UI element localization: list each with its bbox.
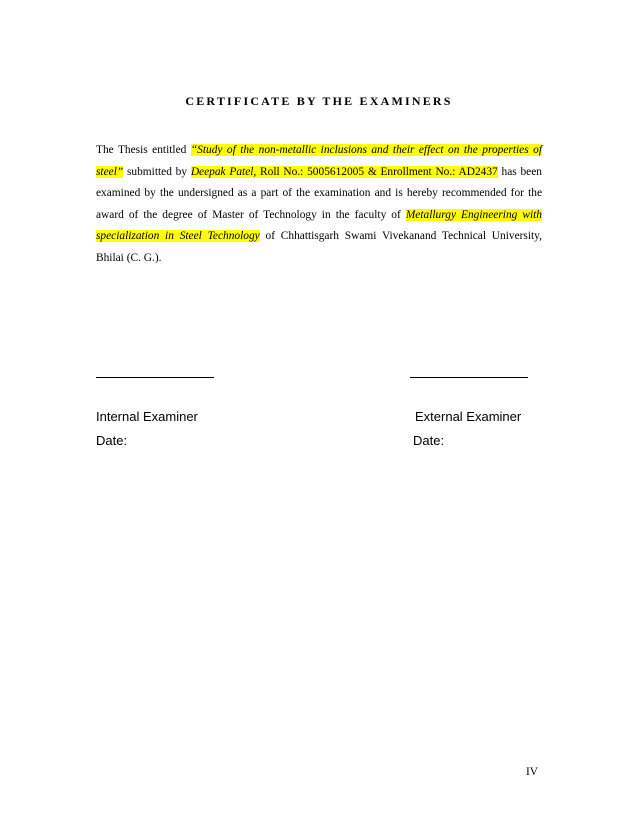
- certificate-body: [96, 140, 542, 269]
- external-examiner-date: Date:: [413, 433, 445, 448]
- faculty-name: Metallurgy Engineering with specialization in Steel Technology: [96, 208, 542, 242]
- external-signature-line: [410, 377, 528, 378]
- body-text-intro: The Thesis entitled: [96, 144, 191, 156]
- internal-signature-line: [96, 377, 214, 378]
- body-text-examined: has been examined by the undersigned as a part of the examination and is hereby recommended for the award of the degree of Master of Technology in the faculty of: [96, 165, 542, 221]
- student-name: Deepak Patel,: [190, 165, 257, 178]
- internal-examiner-label: Internal Examiner: [96, 409, 198, 424]
- student-ids: Roll No.: 5005612005 & Enrollment No.: AD2437: [260, 165, 498, 178]
- body-text-submitted: submitted by: [123, 165, 191, 178]
- external-examiner-label: External Examiner: [415, 409, 522, 424]
- body-text-university: of Chhattisgarh Swami Vivekanand Technical University, Bhilai (C. G.).: [96, 230, 542, 264]
- thesis-title: “Study of the non-metallic inclusions and their effect on the properties of steel”: [96, 144, 542, 178]
- internal-examiner-date: Date:: [96, 433, 128, 448]
- page-number: IV: [526, 766, 539, 778]
- certificate-title: CERTIFICATE BY THE EXAMINERS: [185, 94, 453, 108]
